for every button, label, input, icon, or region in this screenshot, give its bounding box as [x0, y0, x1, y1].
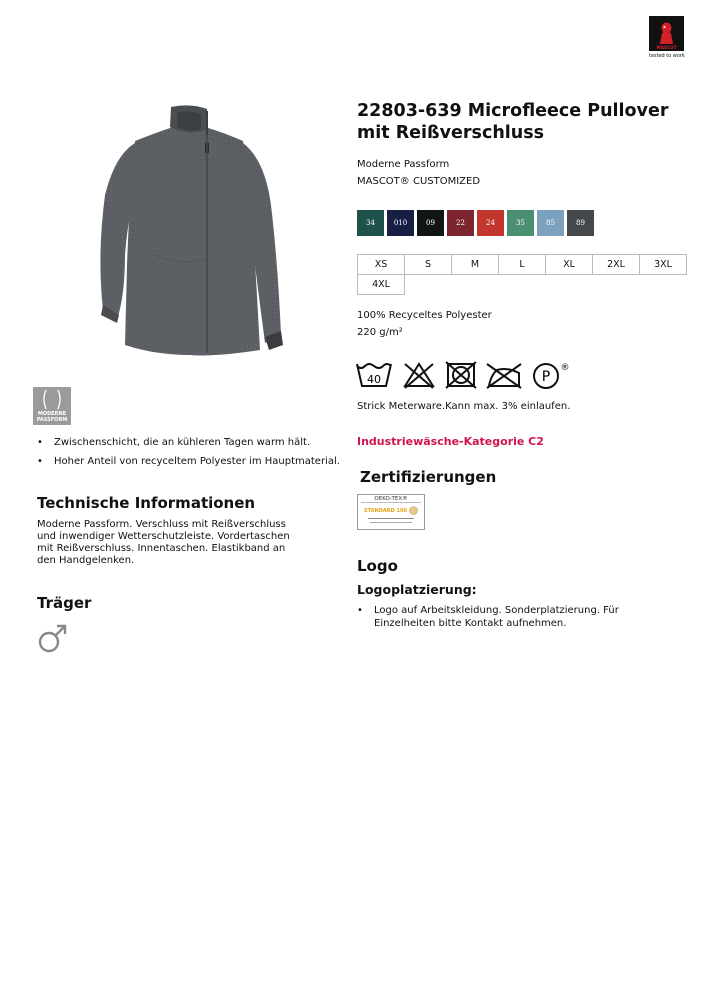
care-icons	[355, 360, 571, 390]
feature-item: • Zwischenschicht, die an kühleren Tagen warm hält.	[37, 437, 310, 450]
wash-40-icon	[355, 361, 393, 389]
tech-text: Moderne Passform. Verschluss mit Reißverschluss und inwendiger Wetterschutzleiste. Vordertaschen mit Reißverschluss. Innentaschen. Elastikband an den Handgelenken.	[37, 519, 290, 566]
no-iron-icon	[485, 361, 523, 389]
industrial-wash-category: Industriewäsche-Kategorie C2	[357, 435, 544, 448]
product-line: MASCOT® CUSTOMIZED	[357, 176, 481, 187]
color-swatch[interactable]: 010	[387, 210, 414, 236]
color-swatch[interactable]: 09	[417, 210, 444, 236]
color-swatch[interactable]: 22	[447, 210, 474, 236]
brand-logo	[649, 16, 684, 62]
no-tumble-dry-icon	[445, 361, 477, 389]
color-swatch[interactable]: 35	[507, 210, 534, 236]
oeko-standard: STANDARD 100	[364, 507, 407, 514]
color-swatch[interactable]: 89	[567, 210, 594, 236]
badge-line1: MODERNE	[37, 411, 67, 417]
moderne-passform-badge	[33, 387, 71, 425]
size-option[interactable]: XS	[357, 254, 405, 275]
no-bleach-icon	[401, 361, 437, 389]
wearer-heading: Träger	[37, 594, 92, 612]
tech-heading: Technische Informationen	[37, 494, 256, 512]
brand-tagline: tested to work	[649, 53, 685, 59]
brand-name: MASCOT	[656, 45, 677, 50]
mascot-mascot-icon	[649, 16, 684, 51]
color-swatch[interactable]: 85	[537, 210, 564, 236]
certs-heading: Zertifizierungen	[360, 468, 497, 486]
product-image	[95, 105, 285, 360]
fit-silhouette-icon	[33, 387, 71, 411]
color-swatch[interactable]: 24	[477, 210, 504, 236]
size-option[interactable]: M	[451, 254, 499, 275]
logo-heading: Logo	[357, 557, 398, 575]
badge-line2: PASSFORM	[36, 417, 68, 423]
color-swatches	[357, 210, 594, 236]
size-option[interactable]: L	[498, 254, 546, 275]
registered-mark: ®	[560, 363, 570, 373]
size-grid	[357, 254, 688, 294]
size-option[interactable]: 3XL	[639, 254, 687, 275]
color-swatch[interactable]: 34	[357, 210, 384, 236]
logo-text: • Logo auf Arbeitskleidung. Sonderplatzierung. Für Einzelheiten bitte Kontakt aufnehmen.	[357, 605, 629, 630]
care-p-label: P	[541, 369, 551, 385]
material-weight: 220 g/m²	[357, 327, 403, 338]
product-title: 22803-639 Microfleece Pullover mit Reißverschluss	[357, 101, 669, 143]
male-symbol-icon	[37, 622, 69, 654]
feature-item: • Hoher Anteil von recyceltem Polyester im Hauptmaterial.	[37, 456, 340, 469]
size-option[interactable]: S	[404, 254, 452, 275]
wash-temp: 40	[367, 373, 381, 386]
logo-subheading: Logoplatzierung:	[357, 582, 477, 597]
oeko-seal-icon	[409, 506, 418, 515]
material-composition: 100% Recyceltes Polyester	[357, 310, 492, 321]
oeko-tex-label	[357, 494, 425, 530]
size-option[interactable]: XL	[545, 254, 593, 275]
size-option[interactable]: 2XL	[592, 254, 640, 275]
care-note: Strick Meterware.Kann max. 3% einlaufen.	[357, 401, 571, 412]
oeko-top: OEKO-TEX®	[361, 496, 421, 503]
professional-cleaning-p-icon	[531, 360, 571, 390]
size-option[interactable]: 4XL	[357, 274, 405, 295]
product-fit: Moderne Passform	[357, 159, 450, 170]
